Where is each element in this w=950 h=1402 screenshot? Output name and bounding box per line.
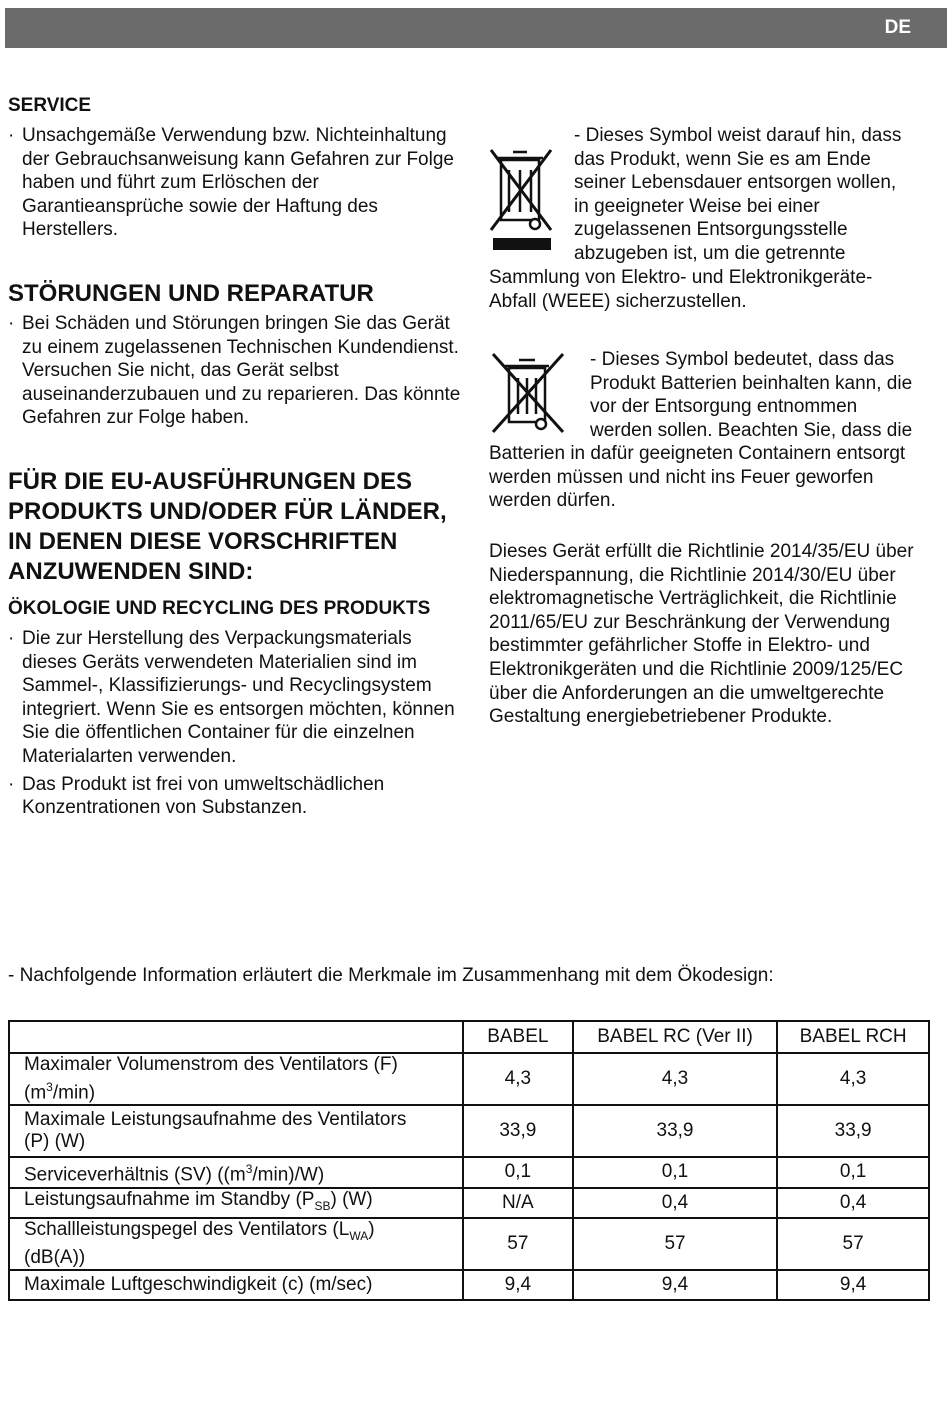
table-row [9,1218,929,1270]
battery-line: vor der Entsorgung entnommen [590,396,858,418]
table-cell: 33,9 [777,1105,929,1157]
table-row [9,1188,929,1218]
table-cell: 0,1 [463,1157,573,1187]
table-row-label: Schallleistungspegel des Ventilators $(L_{WA})$ (dB(A)) [9,1218,463,1270]
directive-text: Dieses Gerät erfüllt die Richtlinie 2014/35/EU über Niederspannung, die Richtlinie 2014/30/EU über elektromagnetische Verträglichkeit, die Richtlinie 2011/65/EU zur Beschränkung der Verwendung bestimmter gefährlicher Stoffe in Elektro- und Elektronikgeräten und die Richtlinie 2009/125/EC über die Anforderungen an die umweltgerechte Gestaltung energiebetriebener Produkte. [489,541,914,728]
weee-line: - Dieses Symbol weist darauf hin, dass [574,125,902,146]
repair-bullet: · Bei Schäden und Störungen bringen Sie das Gerät zu einem zugelassenen Technischen Kundendienst. Versuchen Sie nicht, das Gerät selbst auseinanderzubauen und zu reparieren. Das könnte Gefahren zur Folge haben. [8,312,468,430]
service-title: SERVICE [8,95,92,116]
service-bullet: · Unsachgemäße Verwendung bzw. Nichteinhaltung der Gebrauchsanweisung kann Gefahren zur Folge haben und führt zum Erlöschen der Garantieansprüche sowie der Haftung des Herstellers. [8,124,468,242]
weee-line: seiner Lebensdauer entsorgen wollen, [574,172,897,194]
table-row-label: Maximaler Volumenstrom des Ventilators (F) $(m^3/\min)$ [9,1053,463,1105]
table-cell: 33,9 [463,1105,573,1157]
weee-line: das Produkt, wenn Sie es am Ende [574,148,871,170]
service-bullet-text: Unsachgemäße Verwendung bzw. Nichteinhaltung der Gebrauchsanweisung kann Gefahren zur Folge haben und führt zum Erlöschen der Garantieansprüche sowie der Haftung des Herstellers. [22,125,454,241]
ecology-bullet-text: Die zur Herstellung des Verpackungsmaterials dieses Geräts verwendeten Materialien sind im Sammel-, Klassifizierungs- und Recyclingsystem integriert. Wenn Sie es entsorgen möchten, können Sie die öffentlichen Container für die einzelnen Materialarten verwenden. [22,627,455,767]
table-cell: 9,4 [777,1270,929,1300]
table-cell: 4,3 [463,1053,573,1105]
table-row-label: Leistungsaufnahme im Standby $(P_{SB})$ (W) [9,1188,463,1218]
battery-line: werden dürfen. [489,490,616,512]
table-cell: N/A [463,1188,573,1218]
battery-block [489,348,945,516]
table-header-cell: BABEL [463,1021,573,1053]
table-row [9,1105,929,1157]
table-header-cell: BABEL RCH [777,1021,929,1053]
language-label: DE [884,17,911,38]
ecology-bullet-text: Das Produkt ist frei von umweltschädlichen Konzentrationen von Substanzen. [22,773,385,819]
weee-text-bottom [489,266,872,313]
table-cell: 9,4 [573,1270,777,1300]
ecology-bullet: · Die zur Herstellung des Verpackungsmaterials dieses Geräts verwendeten Materialien sind im Sammel-, Klassifizierungs- und Recyclingsystem integriert. Wenn Sie es entsorgen möchten, können Sie die öffentlichen Container für die einzelnen Materialarten verwenden. [8,627,468,769]
right-column [489,124,945,729]
repair-title: STÖRUNGEN UND REPARATUR [8,279,374,307]
header-bar [5,8,947,48]
weee-line: Abfall (WEEE) sicherzustellen. [489,290,747,312]
table-row [9,1157,929,1187]
weee-line: in geeigneter Weise bei einer [574,195,820,217]
table-row-label: Serviceverhältnis (SV) $((m^3/\min)/W)$ [9,1157,463,1187]
left-column [8,94,468,820]
table-cell: 9,4 [463,1270,573,1300]
crossed-bin-icon [489,146,555,254]
table-cell: 0,4 [777,1188,929,1218]
table-cell: 4,3 [777,1053,929,1105]
table-cell: 4,3 [573,1053,777,1105]
battery-line: Batterien in dafür geeigneten Containern entsorgt [489,443,906,464]
table-cell: 33,9 [573,1105,777,1157]
table-cell: 0,4 [573,1188,777,1218]
ecodesign-table [8,1020,930,1301]
table-cell: 57 [463,1218,573,1270]
table-row-label: Maximale Leistungsaufnahme des Ventilators (P) (W) [9,1105,463,1157]
table-cell: 57 [573,1218,777,1270]
table-row [9,1270,929,1300]
weee-line: Sammlung von Elektro- und Elektronikgeräte- [489,267,873,288]
ecology-subtitle: ÖKOLOGIE UND RECYCLING DES PRODUKTS [8,597,431,619]
ecology-bullet: · Das Produkt ist frei von umweltschädlichen Konzentrationen von Substanzen. [8,773,468,820]
table-row [9,1053,929,1105]
eu-title: FÜR DIE EU-AUSFÜHRUNGEN DES PRODUKTS UND/ODER FÜR LÄNDER, IN DENEN DIESE VORSCHRIFTEN ANZUWENDEN SIND: [8,467,447,585]
table-header-cell: BABEL RC (Ver II) [573,1021,777,1053]
table-cell: 0,1 [573,1157,777,1187]
ecodesign-intro: - Nachfolgende Information erläutert die Merkmale im Zusammenhang mit dem Ökodesign: [8,965,774,986]
repair-bullet-text: Bei Schäden und Störungen bringen Sie das Gerät zu einem zugelassenen Technischen Kundendienst. Versuchen Sie nicht, das Gerät selbst auseinanderzubauen und zu reparieren. Das könnte Gefahren zur Folge haben. [22,312,461,429]
battery-text-top [590,348,912,442]
table-cell: 57 [777,1218,929,1270]
weee-block [489,124,945,314]
table-header-empty [9,1021,463,1053]
table-cell: 0,1 [777,1157,929,1187]
battery-line: werden müssen und nicht ins Feuer geworfen [489,466,874,488]
crossed-bin-battery-icon [489,350,567,434]
battery-line: Produkt Batterien beinhalten kann, die [590,372,913,394]
table-row-label: Maximale Luftgeschwindigkeit (c) (m/sec) [9,1270,463,1300]
weee-line: abzugeben ist, um die getrennte [574,242,846,264]
table-header-row [9,1021,929,1053]
battery-line: werden sollen. Beachten Sie, dass die [590,419,913,441]
weee-line: zugelassenen Entsorgungsstelle [574,219,848,241]
battery-line: - Dieses Symbol bedeutet, dass das [590,349,895,370]
weee-text-top [574,124,901,266]
battery-text-bottom [489,442,905,513]
